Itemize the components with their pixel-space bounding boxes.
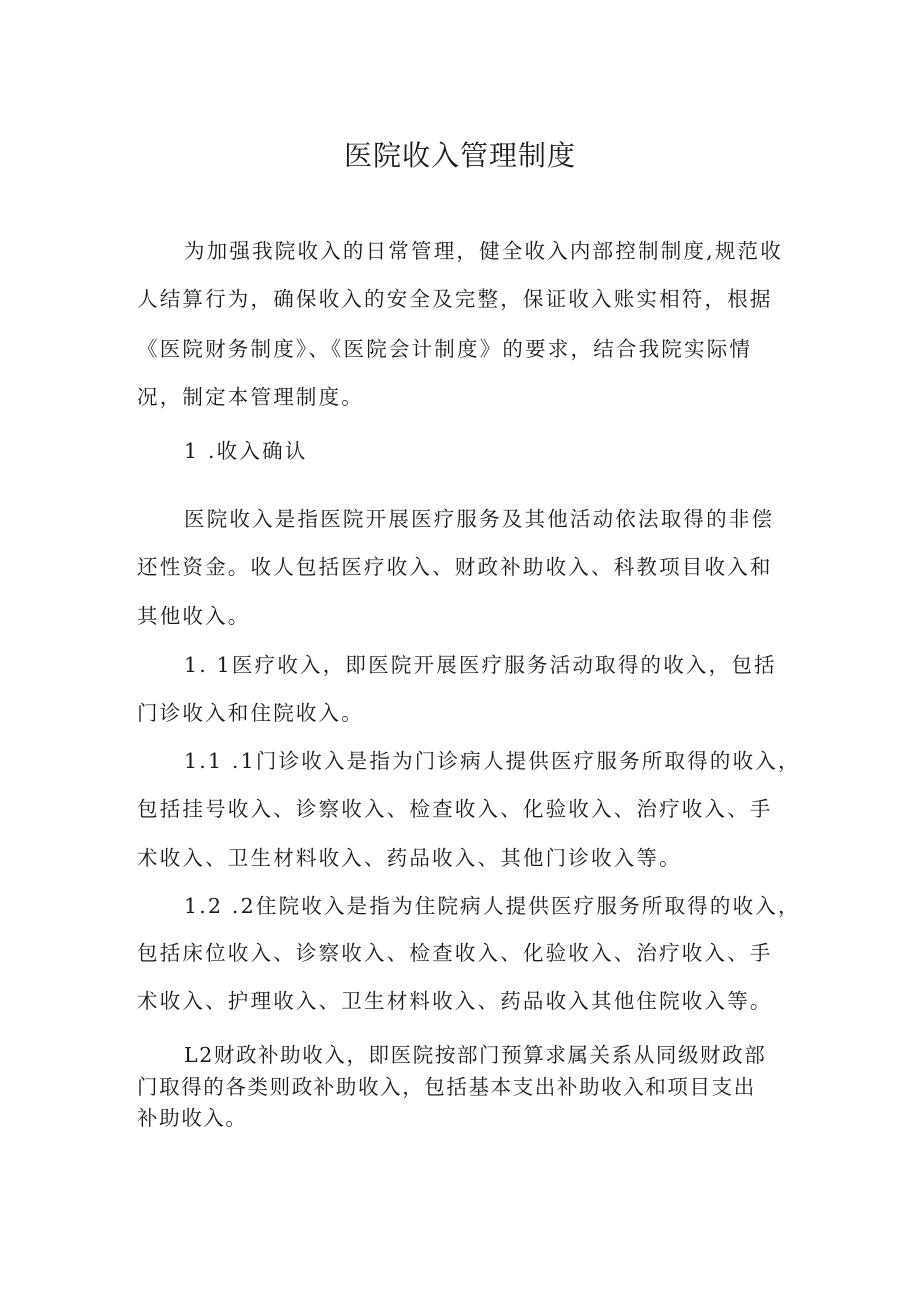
paragraph-line: 还性资金。收人包括医疗收入、财政补助收入、科教项目收入和 <box>137 555 773 579</box>
paragraph-line: 人结算行为，确保收入的安全及完整，保证收入账实相符，根据 <box>137 287 773 311</box>
paragraph-line: 1. 1医疗收入，即医院开展医疗服务活动取得的收入，包括 <box>184 653 777 677</box>
paragraph-line: 门取得的各类则政补助收入，包括基本支出补助收入和项目支出 <box>137 1075 756 1099</box>
section-heading: 1 .收入确认 <box>184 439 308 463</box>
paragraph-line: 补助收入。 <box>137 1106 248 1130</box>
paragraph-line: 1.2 .2住院收入是指为住院病人提供医疗服务所取得的收入， <box>184 894 801 918</box>
paragraph-line: 门诊收入和住院收入。 <box>137 701 364 725</box>
paragraph-line: 《医院财务制度》、《医院会计制度》的要求，结合我院实际情 <box>137 337 753 361</box>
paragraph-line: 1.1 .1门诊收入是指为门诊病人提供医疗服务所取得的收入， <box>184 749 801 773</box>
paragraph-line: 医院收入是指医院开展医疗服务及其他活动依法取得的非偿 <box>184 507 775 531</box>
paragraph-line: 其他收入。 <box>137 604 251 628</box>
paragraph-line: L2财政补助收入，即医院按部门预算求属关系从同级财政部 <box>184 1043 767 1067</box>
paragraph-line: 包括挂号收入、诊察收入、检查收入、化验收入、治疗收入、手 <box>137 797 773 821</box>
paragraph-line: 术收入、卫生材料收入、药品收入、其他门诊收入等。 <box>137 846 682 870</box>
paragraph-line: 为加强我院收入的日常管理，健全收入内部控制制度,规范收 <box>184 239 783 263</box>
paragraph-line: 术收入、护理收入、卫生材料收入、药品收入其他住院收入等。 <box>137 989 773 1013</box>
document-title: 医院收入管理制度 <box>343 139 576 172</box>
paragraph-line: 况，制定本管理制度。 <box>137 385 364 409</box>
paragraph-line: 包括床位收入、诊察收入、检查收入、化验收入、治疗收入、手 <box>137 941 773 965</box>
